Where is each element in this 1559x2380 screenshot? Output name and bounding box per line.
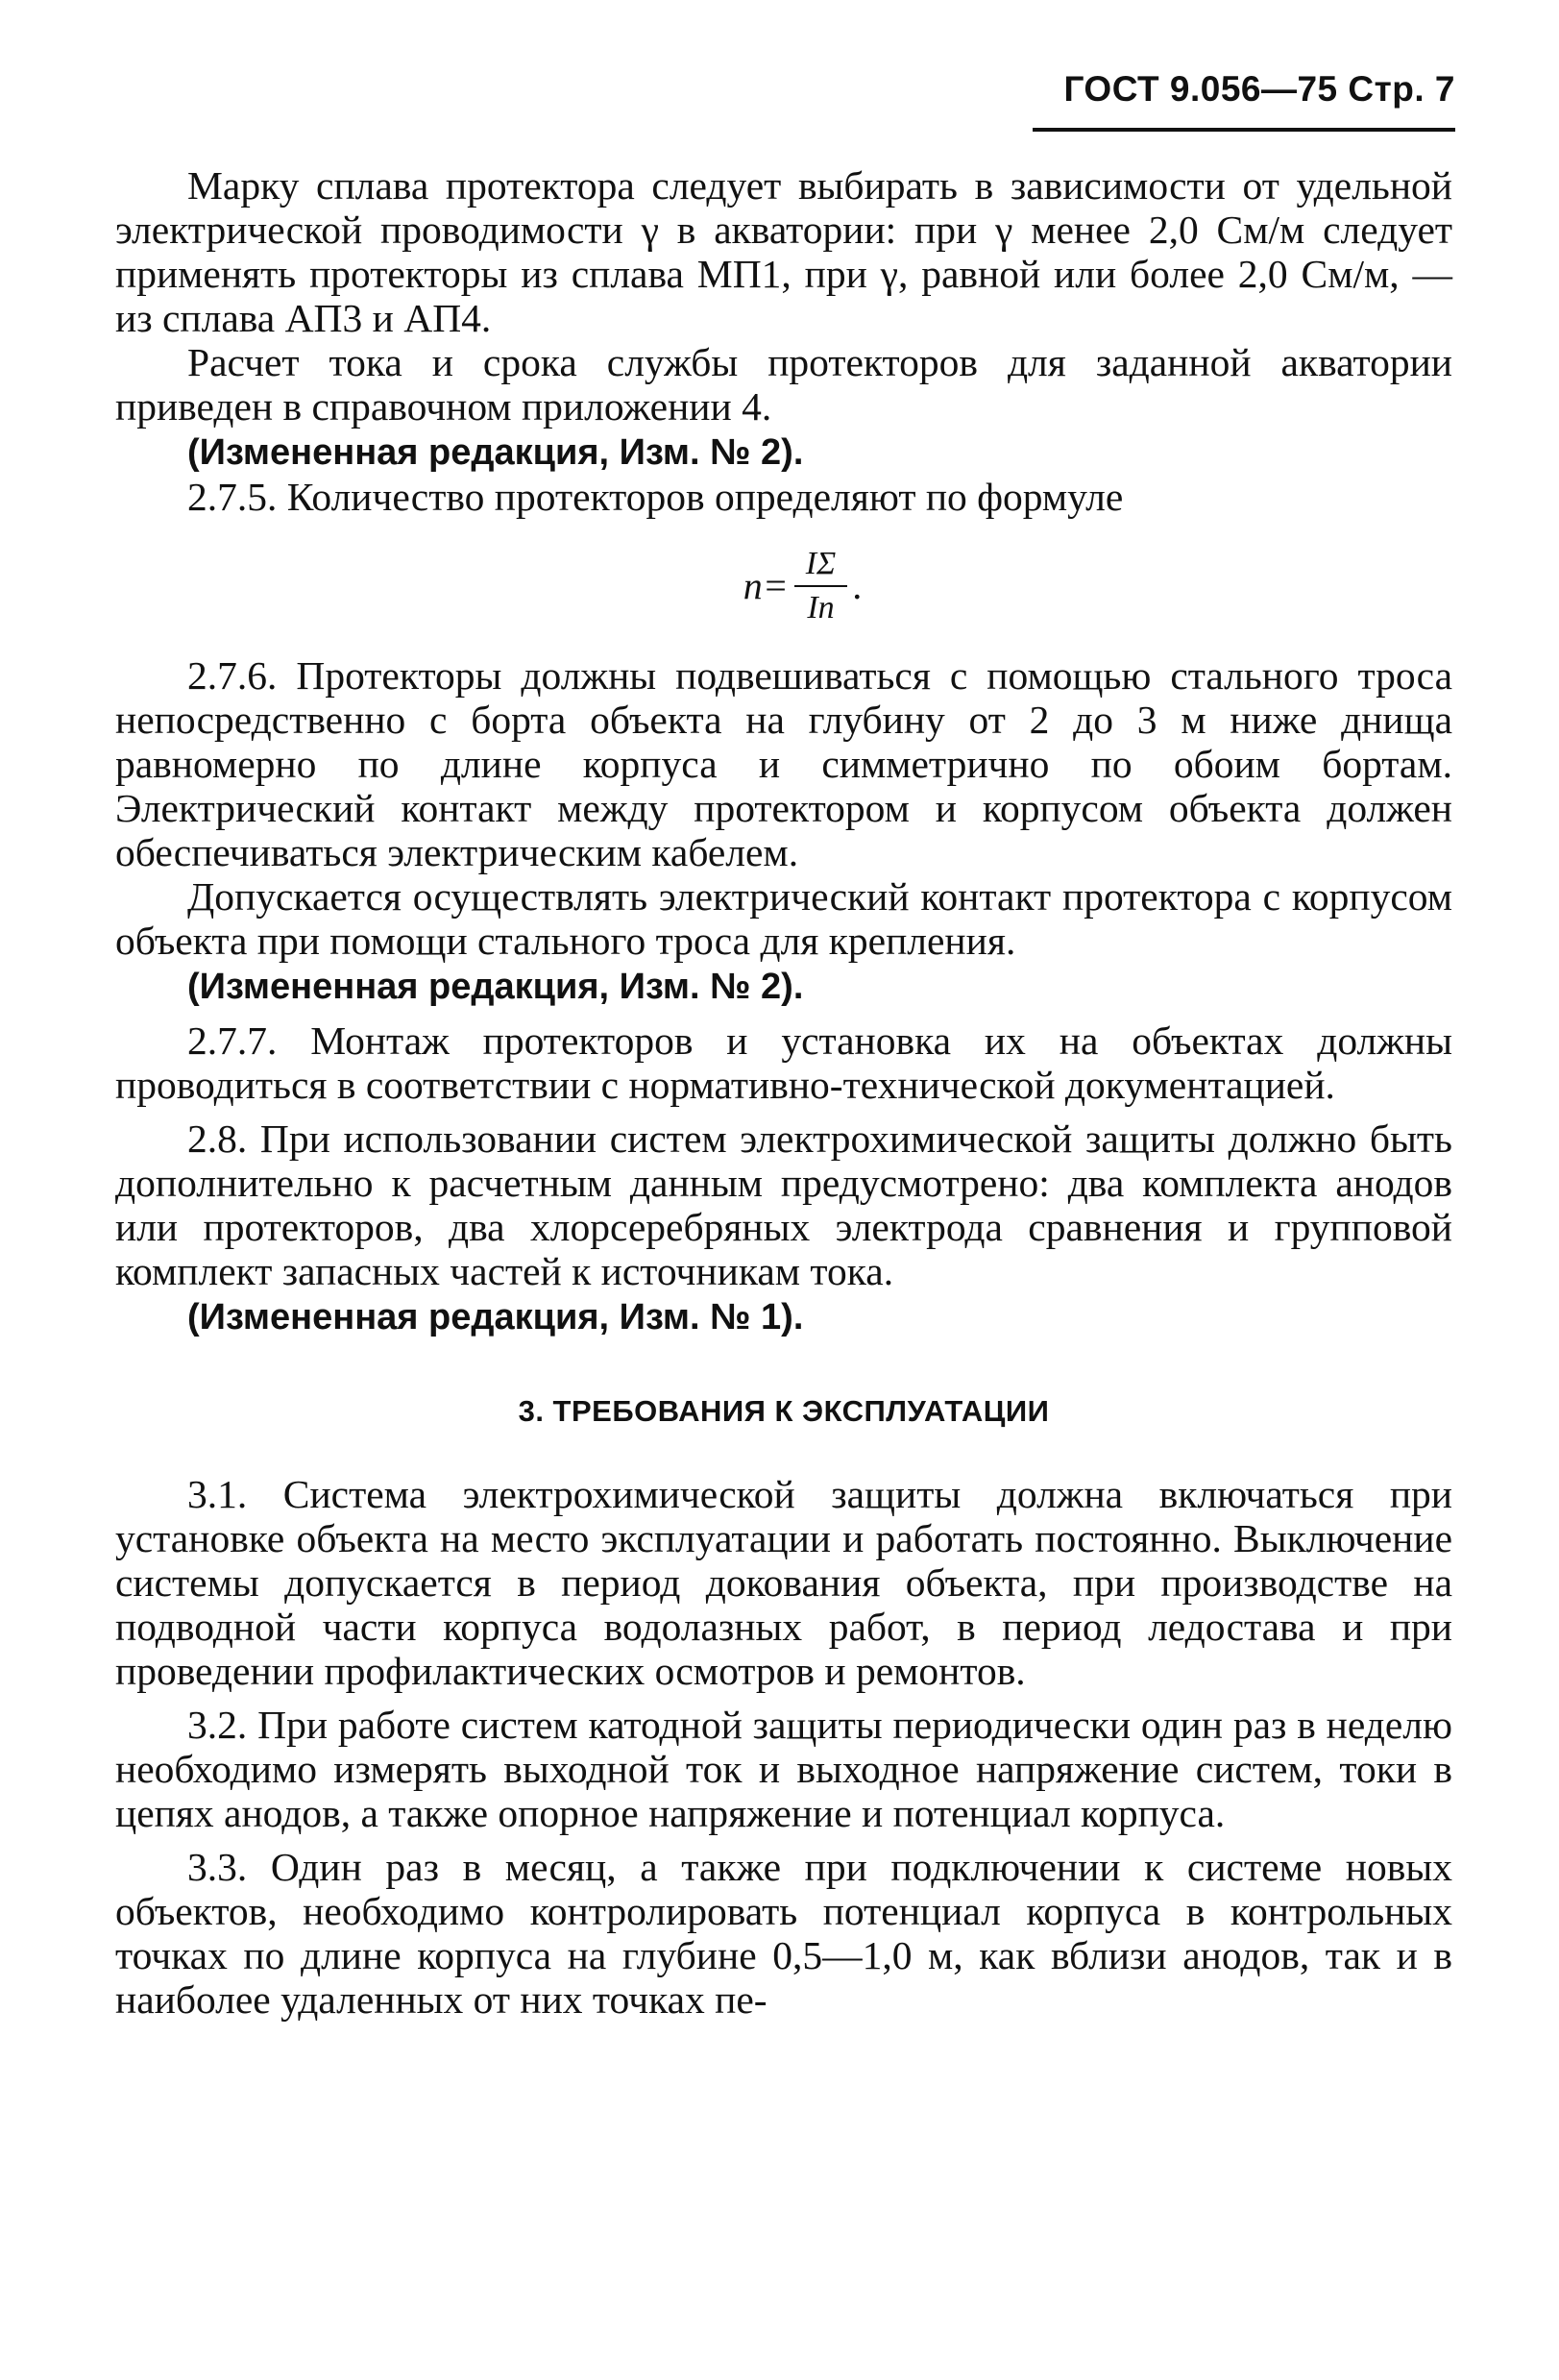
amendment-note (115, 1293, 1452, 1339)
paragraph: 3.1. Система электрохимической защиты должна включаться при установке объекта на место эксплуатации и работать постоянно. Выключение системы допускается в период докования объекта, при производстве на подводной части корпуса водолазных работ, в период ледостава и при проведении профилактических осмотров и ремонтов. (115, 1472, 1452, 1693)
paragraph: 3.3. Один раз в месяц, а также при подключении к системе новых объектов, необходимо контролировать потенциал корпуса в контрольных точках по длине корпуса на глубине 0,5—1,0 м, как вблизи анодов, так и в наиболее удаленных от них точках пе- (115, 1845, 1452, 2022)
amendment-note (115, 429, 1452, 475)
formula (154, 519, 1452, 653)
formula-fraction (794, 543, 848, 629)
section-title: 3. ТРЕБОВАНИЯ К ЭКСПЛУАТАЦИИ (518, 1394, 1050, 1428)
formula-denominator: Iп (807, 590, 835, 626)
paragraph: Расчет тока и срока службы протекторов для заданной акватории приведен в справочном приложении 4. (115, 340, 1452, 429)
paragraph: 2.7.6. Протекторы должны подвешиваться с помощью стального троса непосредственно с борта объекта на глубину от 2 до 3 м ниже днища равномерно по длине корпуса и симметрично по обоим бортам. Электрический контакт между протектором и корпусом объекта должен обеспечиваться электрическим кабелем. (115, 653, 1452, 874)
paragraph: 2.7.7. Монтаж протекторов и установка их на объектах должны проводиться в соответствии с нормативно-технической документацией. (115, 1018, 1452, 1107)
amendment-note-text: (Измененная редакция, Изм. № 1). (187, 1297, 804, 1337)
formula-numerator: IΣ (794, 543, 848, 587)
paragraph: 3.2. При работе систем катодной защиты периодически один раз в неделю необходимо измерять выходной ток и выходное напряжение систем, токи в цепях анодов, а также опорное напряжение и потенциал корпуса. (115, 1703, 1452, 1835)
paragraph: 2.8. При использовании систем электрохимической защиты должно быть дополнительно к расчетным данным предусмотрено: два комплекта анодов или протекторов, два хлорсеребряных электрода сравнения и групповой комплект запасных частей к источникам тока. (115, 1116, 1452, 1293)
paragraph: Марку сплава протектора следует выбирать в зависимости от удельной электрической проводимости γ в акватории: при γ менее 2,0 См/м следует применять протекторы из сплава МП1, при γ, равной или более 2,0 См/м, — из сплава АП3 и АП4. (115, 163, 1452, 340)
body-text (115, 163, 1452, 2022)
formula-lhs: n= (743, 564, 789, 607)
page-header: ГОСТ 9.056—75 Стр. 7 (1063, 69, 1455, 109)
formula-end: . (853, 564, 864, 607)
amendment-note-text: (Измененная редакция, Изм. № 2). (187, 967, 804, 1007)
paragraph: 2.7.5. Количество протекторов определяют по формуле (187, 475, 1124, 519)
header-rule (1033, 128, 1455, 132)
amendment-note-text: (Измененная редакция, Изм. № 2). (187, 432, 804, 473)
paragraph: Допускается осуществлять электрический контакт протектора с корпусом объекта при помощи стального троса для крепления. (115, 874, 1452, 963)
amendment-note (115, 963, 1452, 1009)
